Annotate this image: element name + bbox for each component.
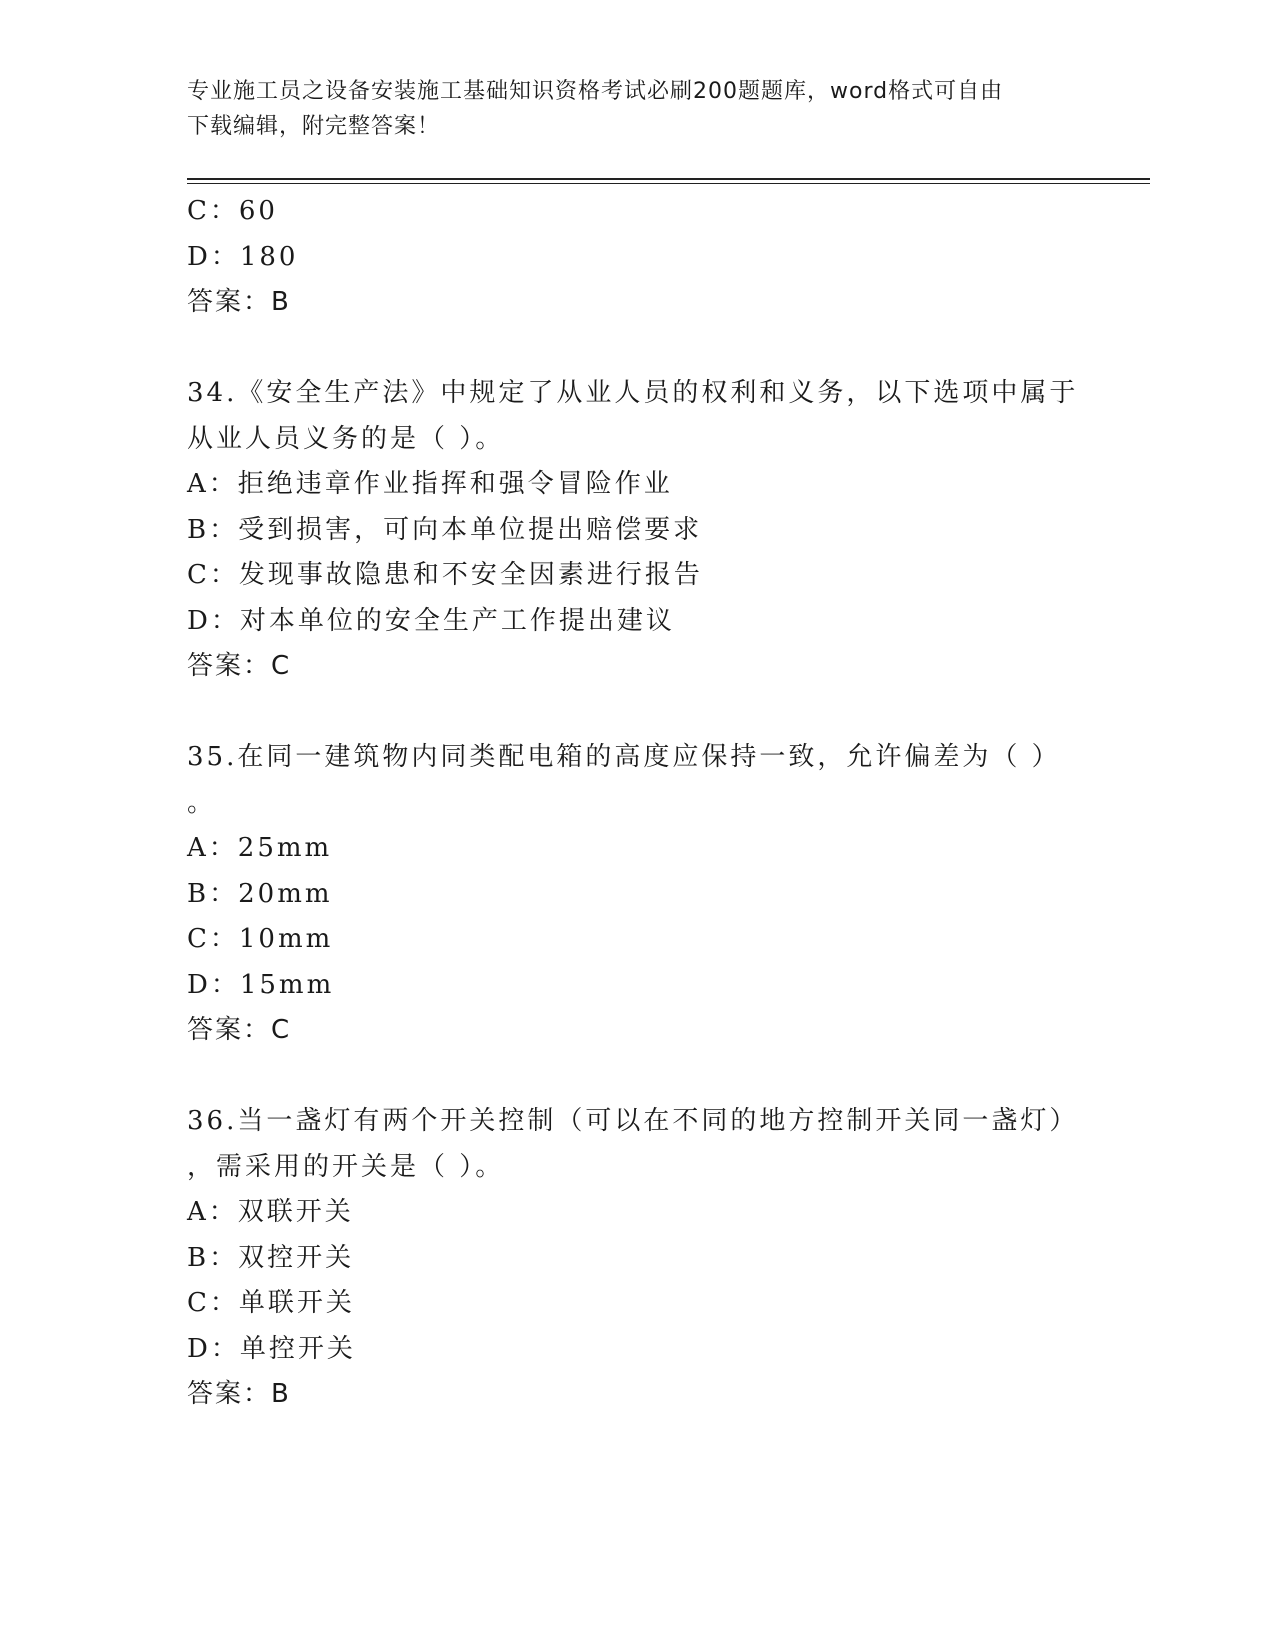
option-c: C：单联开关 (187, 1288, 355, 1318)
option-b: B：双控开关 (187, 1242, 355, 1273)
option-c: C：10mm (187, 924, 334, 954)
option-d: D：15mm (187, 969, 335, 1000)
option-c: C：60 (187, 196, 278, 226)
question-stem-line: ，需采用的开关是（ ）。 (187, 1151, 505, 1182)
question-stem-line: 35.在同一建筑物内同类配电箱的高度应保持一致，允许偏差为（ ） (187, 742, 1061, 772)
previous-question-tail (187, 189, 1087, 326)
option-d: D：单控开关 (187, 1333, 356, 1364)
document-header (187, 74, 1067, 144)
option-a: A：25mm (187, 833, 333, 863)
question-stem-line: 从业人员义务的是（ ）。 (187, 423, 505, 454)
header-title-line-1: 专业施工员之设备安装施工基础知识资格考试必刷200题题库，word格式可自由 (187, 79, 1004, 104)
answer-line: 答案：C (187, 651, 292, 681)
question-34 (187, 371, 1087, 690)
header-divider-thin (187, 183, 1150, 184)
answer-line: 答案：B (187, 287, 291, 317)
header-title-line-2: 下载编辑，附完整答案！ (187, 114, 441, 139)
option-a: A：拒绝违章作业指挥和强令冒险作业 (187, 469, 673, 499)
spacer (187, 1054, 1087, 1100)
option-d: D：180 (187, 241, 299, 272)
spacer (187, 326, 1087, 372)
question-35 (187, 735, 1087, 1054)
option-b: B：20mm (187, 878, 333, 909)
option-c: C：发现事故隐患和不安全因素进行报告 (187, 560, 703, 590)
question-stem-line: 36.当一盏灯有两个开关控制（可以在不同的地方控制开关同一盏灯） (187, 1106, 1079, 1136)
header-divider-thick (187, 178, 1150, 180)
question-list (187, 189, 1087, 1418)
option-a: A：双联开关 (187, 1197, 354, 1227)
answer-line: 答案：C (187, 1015, 292, 1045)
spacer (187, 690, 1087, 736)
option-d: D：对本单位的安全生产工作提出建议 (187, 605, 675, 636)
answer-line: 答案：B (187, 1379, 291, 1409)
option-b: B：受到损害，可向本单位提出赔偿要求 (187, 514, 703, 545)
question-stem-line: 。 (187, 787, 217, 818)
question-36 (187, 1099, 1087, 1418)
question-stem-line: 34.《安全生产法》中规定了从业人员的权利和义务，以下选项中属于 (187, 378, 1079, 408)
